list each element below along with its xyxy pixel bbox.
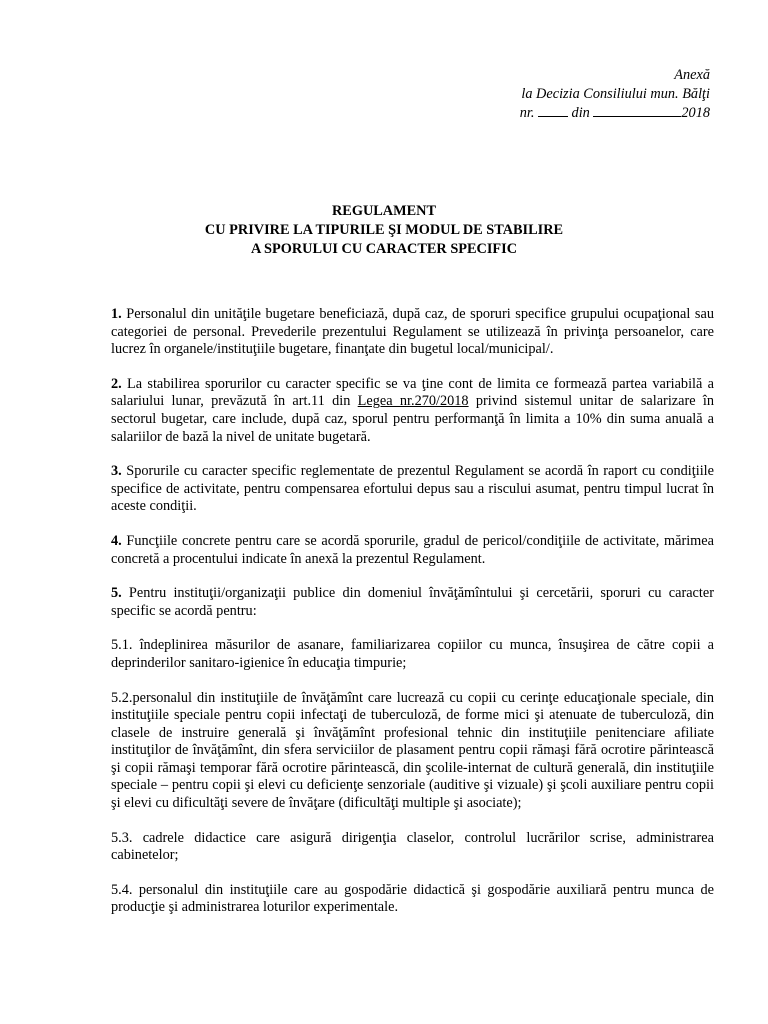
law-link[interactable]: Legea nr.270/2018 [357,393,469,410]
title-line-3: A SPORULUI CU CARACTER SPECIFIC [250,241,518,257]
subparagraph-5-3: 5.3. cadrele didactice care asigură dirigenţia claselor, controlul lucrărilor scrise, administrarea cabinetelor; [111,829,714,864]
annex-date-label: din [567,105,594,121]
annex-decision-ref: la Decizia Consiliului mun. Bălţi [521,86,710,102]
paragraph-2 [111,376,714,446]
paragraph-number: 3. [111,463,122,480]
title-line-1: REGULAMENT [331,203,437,219]
subparagraph-5-1: 5.1. îndeplinirea măsurilor de asanare, familiarizarea copiilor cu munca, însuşirea de către copii a deprinderilor sanitaro-igienice în educaţia timpurie; [111,637,714,671]
paragraph-5 [111,585,714,620]
annex-header [520,66,710,123]
document-title [0,202,768,259]
paragraph-number: 5. [111,585,122,602]
annex-nr-label: nr. [519,105,538,121]
paragraph-number: 2. [111,375,122,392]
paragraph-text: Pentru instituţii/organizaţii publice din domeniul învăţămîntului şi cercetării, sporuri cu caracter specific se acordă pentru: [111,585,714,619]
annex-number-date [520,104,710,123]
number-blank [538,104,568,117]
paragraph-number: 4. [111,532,122,549]
paragraph-3 [111,463,714,516]
annex-label: Anexă [674,67,710,83]
paragraph-number: 1. [111,306,122,322]
subparagraph-5-2: 5.2.personalul din instituţiile de învăţămînt care lucrează cu copii cu cerinţe educaţionale speciale, din instituţiile speciale pentru copii infectaţi de tuberculoză, de forme mici şi atenuate de tuberculoză, din clasele de instruire generală şi învăţămînt profesional tehnic din instituţiile penitenciare afiliate instituţilor de învăţămînt, din sfera serviciilor de plasament pentru copii rămaşi fără ocrotire părintească şi copii rămaşi temporar fără ocrotire părintească, din şcolile-internat de cultură generală, din instituţiile speciale – pentru copii şi elevi cu deficienţe senzoriale (auditive şi vizuale) şi şcoli auxiliare pentru copii şi elevi cu dificultăţi severe de învăţare (dificultăţi multiple şi asociate); [111,689,714,812]
paragraph-text: Personalul din unităţile bugetare beneficiază, după caz, de sporuri specifice grupului ocupaţional sau categoriei de personal. Prevederile prezentului Regulament se utilizează în privinţa persoanelor, care lucrez în organele/instituţiile bugetare, finanţate din bugetul local/municipal/. [111,306,714,358]
date-blank [593,104,681,117]
paragraph-text: Sporurile cu caracter specific reglementate de prezentul Regulament se acordă în raport cu condiţiile specifice de activitate, pentru compensarea efortului depus sau a riscului asumat, pentru timpul lucrat în aceste condiţii. [111,463,714,515]
paragraph-4 [111,533,714,568]
paragraph-text: Funcţiile concrete pentru care se acordă sporurile, gradul de pericol/condiţiile de activitate, mărimea concretă a procentului indicate în anexă la prezentul Regulament. [111,532,714,567]
title-line-2: CU PRIVIRE LA TIPURILE ŞI MODUL DE STABILIRE [204,222,564,238]
document-body [111,306,714,934]
subparagraph-5-4: 5.4. personalul din instituţiile care au gospodărie didactică şi gospodărie auxiliară pentru munca de producţie şi administrarea loturilor experimentale. [111,881,714,916]
annex-year: 2018 [681,105,710,121]
paragraph-text-cont: privind sistemul unitar de salarizare în sectorul bugetar, care include, după caz, sporul pentru performanţă în limita a 10% din suma anuală a salariilor de bază la nivel de unitate bugetară. [111,393,714,445]
paragraph-text: La stabilirea sporurilor cu caracter specific se va ţine cont de limita ce formează partea variabilă a salariului lunar, prevăzută în art.11 din [111,375,714,410]
paragraph-1 [111,306,714,359]
